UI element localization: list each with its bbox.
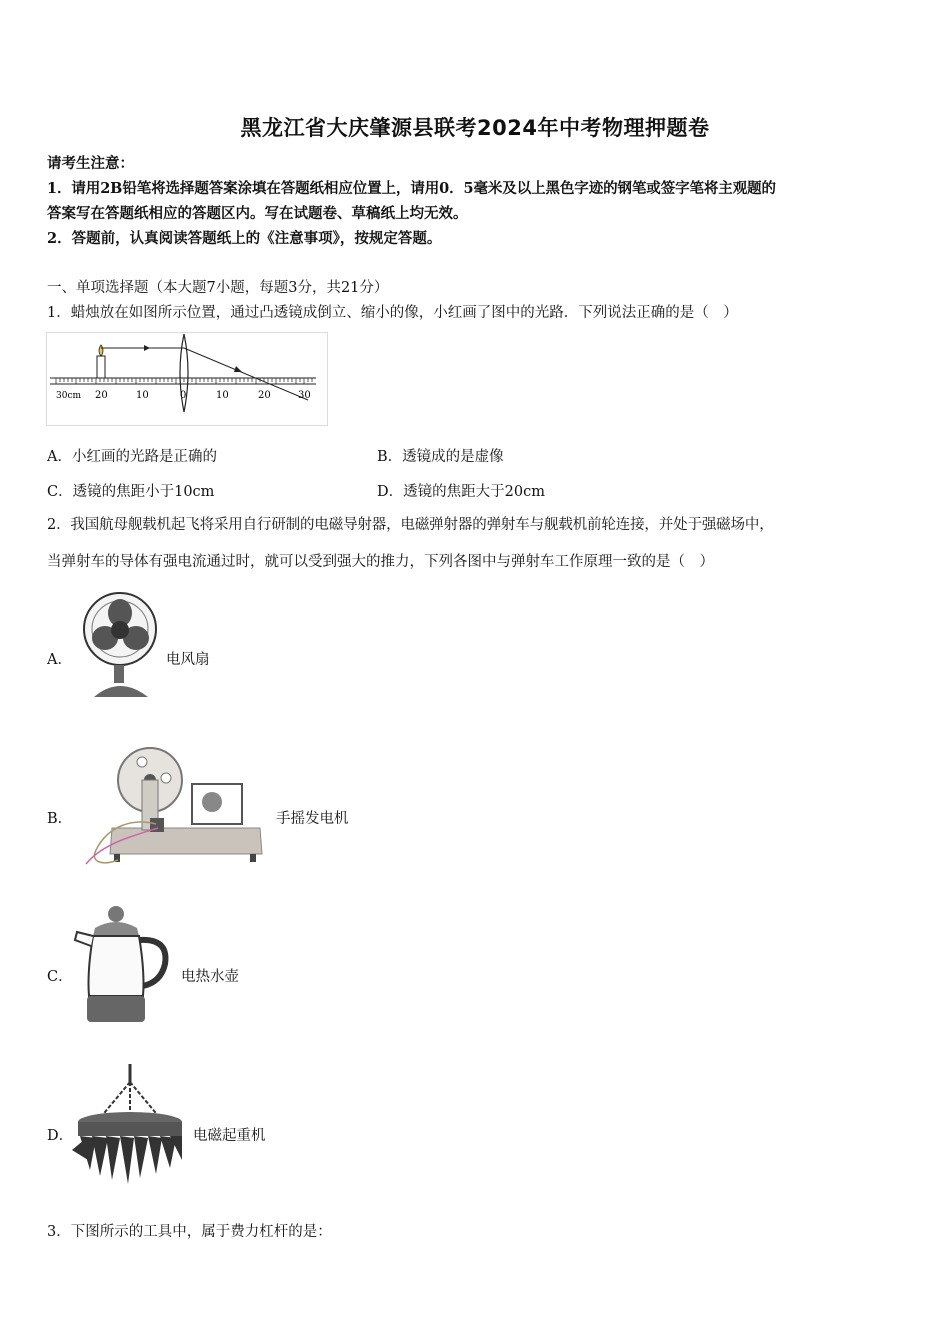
refracted-ray <box>184 348 308 400</box>
ruler-label: 30 <box>298 390 311 401</box>
q2-option-d-letter: D． <box>47 1128 74 1144</box>
q2-option-a-label: 电风扇 <box>166 652 210 668</box>
question-2-stem-a: 2．我国航母舰载机起飞将采用自行研制的电磁导射器，电磁弹射器的弹射车与舰载机前轮连接，并处于强磁场中， <box>47 517 774 533</box>
q2-option-c-letter: C． <box>47 969 73 985</box>
q1-option-b: B．透镜成的是虚像 <box>377 449 504 465</box>
ruler-label: 10 <box>216 390 229 401</box>
ruler-ticks <box>56 378 312 384</box>
flame-icon <box>99 345 103 356</box>
ruler-label: 0 <box>180 390 187 401</box>
q1-option-d: D．透镜的焦距大于20cm <box>377 484 545 500</box>
notice-heading: 请考生注意： <box>47 155 134 172</box>
candle-icon <box>97 356 105 378</box>
question-3-stem: 3．下图所示的工具中，属于费力杠杆的是： <box>47 1224 332 1240</box>
q2-option-c-label: 电热水壶 <box>181 969 239 985</box>
notice-line-1a: 1．请用2B铅笔将选择题答案涂填在答题纸相应位置上，请用0．5毫米及以上黑色字迹的钢笔或签字笔将主观题的 <box>47 180 776 197</box>
ruler-label: 30cm <box>56 391 82 401</box>
question-2-stem-b: 当弹射车的导体有强电流通过时，就可以受到强大的推力，下列各图中与弹射车工作原理一致的是（ ） <box>47 554 714 570</box>
q2-option-a-letter: A． <box>47 652 72 668</box>
q2-option-b-label: 手摇发电机 <box>276 811 349 827</box>
ruler-label: 20 <box>95 390 108 401</box>
q1-option-c: C．透镜的焦距小于10cm <box>47 484 215 500</box>
q2-option-b-letter: B． <box>47 811 73 827</box>
ruler-label: 10 <box>136 390 149 401</box>
page-title: 黑龙江省大庆肇源县联考2024年中考物理押题卷 <box>240 116 710 140</box>
electric-kettle-icon <box>73 902 177 1028</box>
hand-crank-generator-icon <box>72 740 272 876</box>
ruler-label: 20 <box>258 390 271 401</box>
notice-line-1b: 答案写在答题纸相应的答题区内。写在试题卷、草稿纸上均无效。 <box>47 205 468 222</box>
question-1-stem: 1．蜡烛放在如图所示位置，通过凸透镜成倒立、缩小的像，小红画了图中的光路．下列说法正确的是（ ） <box>47 305 738 321</box>
lens-ray-diagram <box>46 332 330 428</box>
q2-option-d-label: 电磁起重机 <box>193 1128 266 1144</box>
notice-line-2: 2．答题前，认真阅读答题纸上的《注意事项》，按规定答题。 <box>47 230 442 247</box>
electromagnetic-crane-icon <box>70 1060 190 1188</box>
q1-option-a: A．小红画的光路是正确的 <box>47 449 217 465</box>
electric-fan-icon <box>76 585 160 703</box>
section-heading: 一、单项选择题（本大题7小题，每题3分，共21分） <box>47 280 389 296</box>
